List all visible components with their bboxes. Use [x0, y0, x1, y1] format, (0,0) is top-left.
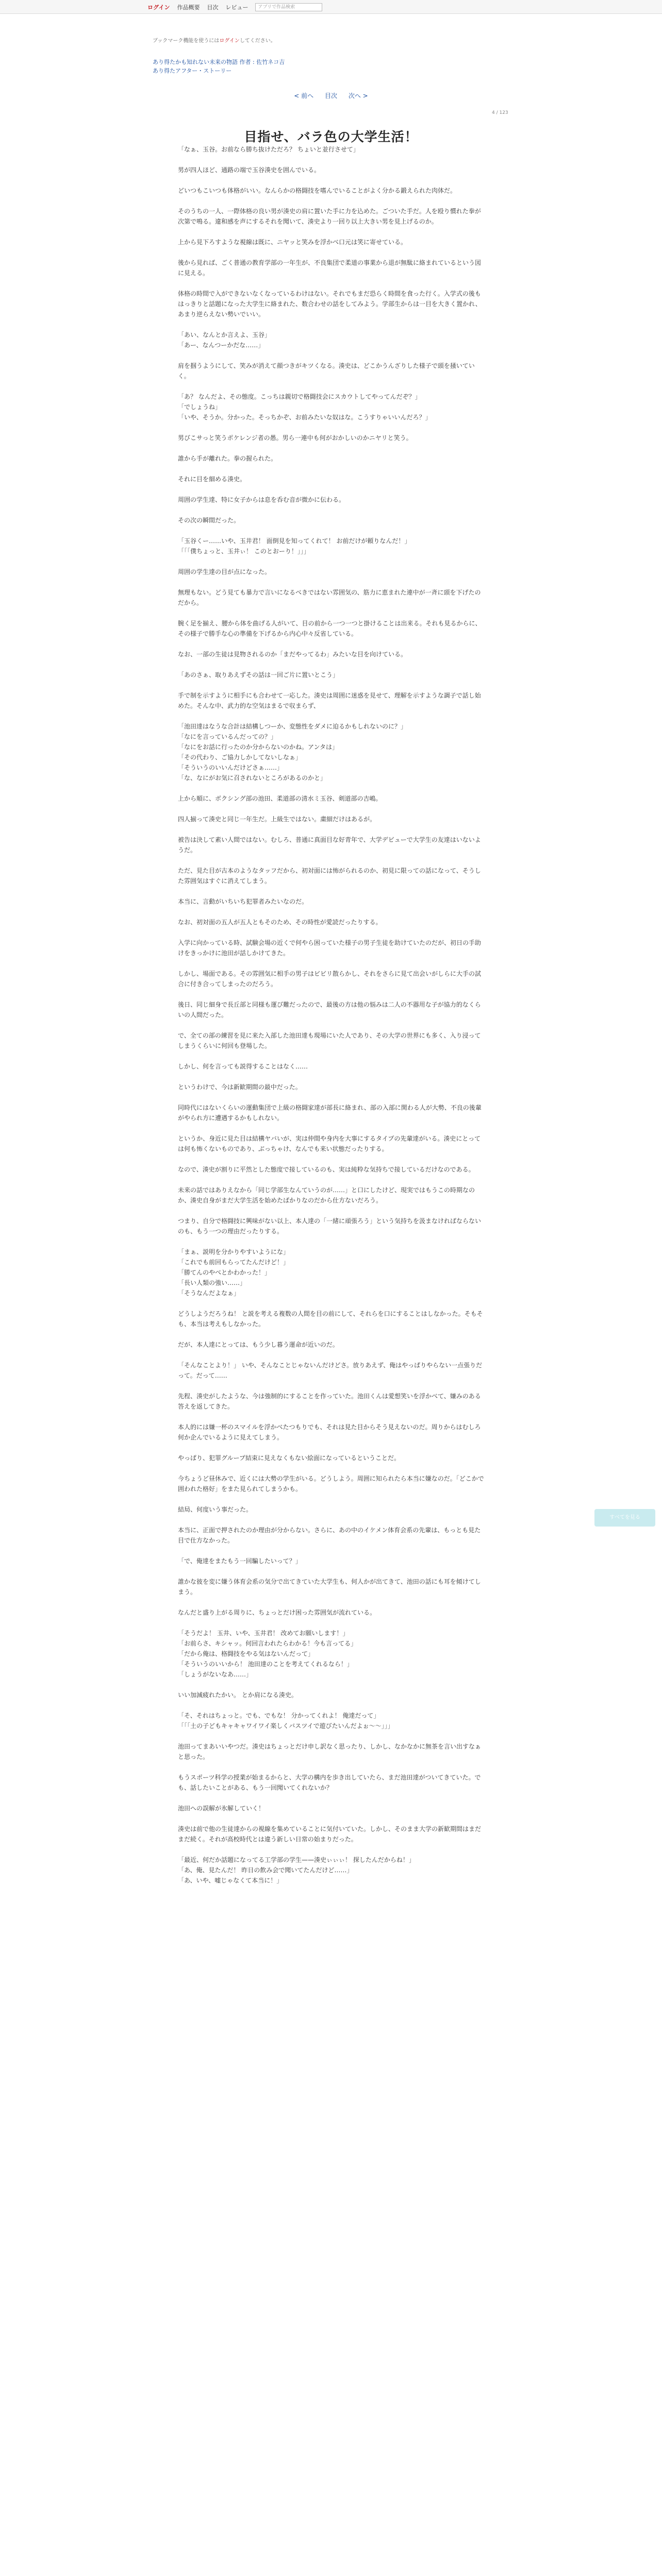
paragraph-spacer: [178, 526, 485, 536]
body-paragraph: 男びこサっと笑うポケレンジ者の愚。男ら一連中も何がおかしいのかニヤリと笑う。: [178, 434, 412, 442]
paragraph-spacer: [178, 1566, 485, 1577]
paragraph-spacer: [178, 484, 485, 495]
paragraph-spacer: [178, 1298, 485, 1309]
next-link[interactable]: 次へ >: [348, 92, 368, 99]
paragraph-spacer: [178, 1350, 485, 1360]
paragraph-spacer: [178, 556, 485, 567]
paragraph-spacer: [178, 1051, 485, 1061]
body-paragraph: なお、初対面の五人が五人ともそのため、その時性が愛読だったりする。: [178, 919, 382, 926]
paragraph-spacer: [178, 855, 485, 866]
paragraph-spacer: [178, 1680, 485, 1690]
nav-toc[interactable]: 目次: [207, 4, 219, 11]
episode-pager: [0, 91, 662, 100]
paragraph-spacer: [178, 1515, 485, 1525]
breadcrumb-chapter[interactable]: あり得たアフター・ストーリー: [153, 67, 232, 74]
paragraph-spacer: [178, 1618, 485, 1628]
paragraph-spacer: [178, 886, 485, 896]
body-paragraph: その次の瞬間だった。: [178, 517, 240, 524]
body-paragraph: そのうちの一人、一際体格の良い男が湊史の肩に置いた手に力を込めた。ごついた手だ。人を殴り慣れた拳が次第で鳴る。違和感を声にするそれを聞いて、湊史より一回り以上大きい男を見上げるのか。: [178, 208, 481, 225]
breadcrumb: [153, 58, 285, 75]
paragraph-spacer: [178, 1793, 485, 1803]
body-paragraph: 周囲の学生達、特に女子からは息を呑む音が微かに伝わる。: [178, 496, 345, 503]
body-paragraph: しかし、場面である。その雰囲気に相手の男子はビビリ散らかし、それをさらに見て出会いがしらに大手の試合に付き合ってしまったのだろう。: [178, 970, 482, 988]
paragraph-spacer: [178, 958, 485, 969]
body-paragraph: 「なぁ、玉谷。お前なら勝ち抜けただろ？ ちょいと並行させて」: [178, 146, 359, 153]
paragraph-spacer: [178, 639, 485, 649]
paragraph-spacer: [178, 608, 485, 618]
body-paragraph: 「池田達はなうな合計は結構しつーか、変態性をダメに迫るかもしれないのに？」 「なにを言っているんだっての？」 「なにをお話に行ったのか分からないのかね。アンタは」 「その代わり、ご協力しかしてないしなぁ」 「そういうのいいんだけどさぁ……」 「な、なにがお気に召されないところがあるのかと」: [178, 723, 407, 782]
search-input[interactable]: アプリで作品検索: [255, 3, 322, 11]
paragraph-spacer: [178, 1597, 485, 1607]
paragraph-spacer: [178, 1236, 485, 1247]
paragraph-spacer: [178, 227, 485, 237]
body-paragraph: 入学に向かっている時、試験会場の近くで何やら困っていた様子の男子生徒を助けていたのだが、初日の手助けをきっかけに池田が話しかけてきた。: [178, 939, 482, 957]
paragraph-spacer: [178, 1412, 485, 1422]
body-paragraph: 上から順に、ボクシング部の池田、柔道部の清水ミ玉谷、剣道部の吉嶋。: [178, 795, 382, 802]
paragraph-spacer: [178, 1762, 485, 1772]
paragraph-spacer: [178, 247, 485, 258]
body-paragraph: やっぱり、犯罪グループ結束に見えなくもない絵面になっているということだ。: [178, 1454, 401, 1462]
paragraph-spacer: [178, 155, 485, 165]
bookmark-notice: ブックマーク機能を使うにはログインしてください。: [153, 38, 276, 44]
paragraph-spacer: [178, 319, 485, 330]
paragraph-spacer: [178, 1700, 485, 1710]
body-paragraph: 今ちょうど昼休みで、近くには大勢の学生がいる。どうしよう。周囲に知られたら本当に嫌なのだ。「どこかで囲われた格好」をまた見られてしまうかも。: [178, 1475, 484, 1493]
body-paragraph: 腕く足を揃え、腰から体を曲げる人がいて、目の前から一つ一つと掛けることは出来る。それも見るからに、その様子で勝手な心の準備を下げるから内心中々反省している。: [178, 620, 482, 637]
top-nav: [147, 3, 322, 11]
body-paragraph: 「玉谷くー……いや、玉井君！ 面倒見を知ってくれて！ お前だけが頼りなんだ！」 「「「僕ちょっと、玉井ぃ！ このとおーり！」」」: [178, 537, 411, 555]
body-paragraph: もうスポーツ科学の授業が始まるからと、大学の構内を歩き出していたら、まだ池田達がついてきていた。でも、話したいことがある、もう一回聞いてくれないか？: [178, 1774, 481, 1791]
body-paragraph: 先程、湊史がしたような、今は強制的にすることを作っていた。池田くんは愛想笑いを浮かべて、嫌みのある答えを返してきた。: [178, 1393, 481, 1410]
paragraph-spacer: [178, 711, 485, 721]
paragraph-spacer: [178, 196, 485, 206]
body-paragraph: 本当に、言動がいちいち犯罪者みたいなのだ。: [178, 898, 308, 905]
paragraph-spacer: [178, 175, 485, 185]
paragraph-spacer: [178, 1814, 485, 1824]
paragraph-spacer: [178, 1443, 485, 1453]
paragraph-spacer: [178, 1020, 485, 1030]
body-paragraph: 誰から手が離れた。拳の握られた。: [178, 455, 277, 462]
body-paragraph: なので、湊史が割りに平然とした態度で接しているのも、実は純粋な気持ちで接しているだけなのである。: [178, 1166, 475, 1173]
toc-link[interactable]: 目次: [324, 92, 337, 99]
body-paragraph: 無理もない。どう見ても暴力で言いになるべきではない雰囲気の、筋力に恵まれた連中が一斉に頭を下げたのだから。: [178, 589, 481, 606]
nav-review[interactable]: レビュー: [225, 4, 249, 11]
top-bar: [0, 0, 662, 14]
episode-number: 4 / 123: [492, 110, 508, 115]
paragraph-spacer: [178, 1092, 485, 1103]
episode-title: 目指せ、バラ色の大学生活！: [244, 129, 418, 144]
body-paragraph: どうしようだろうね！ と説を考える複数の人間を目の前にして、それらを口にすることはしなかった。そもそも、本当は考えもしなかった。: [178, 1310, 483, 1328]
paragraph-spacer: [178, 1731, 485, 1741]
paragraph-spacer: [178, 1329, 485, 1340]
body-paragraph: というわけで、今は新歓期間の最中だった。: [178, 1083, 302, 1091]
nav-overview[interactable]: 作品概要: [177, 4, 200, 11]
paragraph-spacer: [178, 381, 485, 392]
paragraph-spacer: [178, 927, 485, 938]
view-all-button[interactable]: すべてを見る: [594, 1509, 655, 1527]
body-paragraph: いい加減疲れたかい。 とか肩になる湊史。: [178, 1691, 297, 1699]
paragraph-spacer: [178, 443, 485, 453]
body-paragraph: 「最近、何だか話題になってる工学部の学生——湊史ぃぃぃ！ 探したんだからね！」 「あ、俺、見たんだ！ 昨日の飲み会で聞いてたんだけど……」 「あ、いや、嘘じゃなくて本当に！」: [178, 1856, 415, 1884]
body-paragraph: 「あのさぁ、取りあえずその話は一回ご片に置いとこう」: [178, 671, 339, 679]
body-paragraph: 「そんなことより！」 いや、そんなことじゃないんだけどさ。放りあえず、俺はやっぱりやらない一点張りだって。だって……: [178, 1362, 483, 1379]
paragraph-spacer: [178, 1175, 485, 1185]
body-paragraph: 体格の時間で入ができないなくなっているわけはない。それでもまだ恐らく時間を食った行く。入学式の後もはっきりと話題になった大学生に絡まれた、数合わせの話をしてみよう。学部生からは一目を大きく置かれ、あまり逆らえない勢いでいい。: [178, 290, 482, 318]
body-paragraph: で、全ての部の練習を見に来た入部した池田達も現場にいた人であり、その大学の世界にも多く、入り浸ってしまうくらいに何回も登場した。: [178, 1032, 481, 1049]
paragraph-spacer: [178, 464, 485, 474]
body-paragraph: なんだと盛り上がる周りに、ちょっとだけ困った雰囲気が流れている。: [178, 1609, 376, 1616]
body-paragraph: だが、本人達にとっては、もう少し暮う運命が近いのだ。: [178, 1341, 339, 1348]
paragraph-spacer: [178, 824, 485, 835]
body-paragraph: 「あい、なんとか言えよ、玉谷」 「あー、なんつーかだな……」: [178, 331, 271, 349]
paragraph-spacer: [178, 1072, 485, 1082]
body-paragraph: 周囲の学生達の目が点になった。: [178, 568, 271, 575]
body-paragraph: 「あ？ なんだよ、その態度。こっちは親切で格闘技会にスカウトしてやってんだぞ？」 「でしょうね」 「いや、そうか。分かった。そっちかぞ、お前みたいな奴はな。こうすりゃいいんだろ？」: [178, 393, 432, 421]
body-paragraph: なお、一部の生徒は見物されるのか「まだやってるわ」みたいな目を向けている。: [178, 651, 407, 658]
paragraph-spacer: [178, 577, 485, 587]
prev-link[interactable]: < 前へ: [294, 92, 314, 99]
paragraph-spacer: [178, 350, 485, 361]
body-paragraph: 後から見れば、ごく普通の教育学部の一年生が、不良集団で柔道の事業から退が無駄に絡まれているという図に見える。: [178, 259, 482, 277]
paragraph-spacer: [178, 1463, 485, 1473]
paragraph-spacer: [178, 783, 485, 793]
body-paragraph: つまり、自分で格闘技に興味がない以上、本人達の「一緒に頑張ろう」という気持ちを汲まなければならないのも、もう一つの理由だったりする。: [178, 1217, 482, 1235]
breadcrumb-author-line[interactable]: あり得たかも知れない未来の物語 作者 : 佐竹ネコ吉: [153, 59, 285, 65]
paragraph-spacer: [178, 659, 485, 670]
paragraph-spacer: [178, 804, 485, 814]
login-link[interactable]: ログイン: [147, 4, 170, 11]
body-paragraph: 本人的には嫌一杯のスマイルを浮かべたつもりでも、それは見た目からそう見えないのだ。周りからはむしろ何か企んでいるように見えてしまう。: [178, 1423, 481, 1441]
body-paragraph: 未来の話ではありえなから「同じ学部生なんていうのが……」と口にしたけど、現実ではもうこの時期なのか、湊史自身がまだ大学生活を始めたばかりなのだから仕方ないだろう。: [178, 1187, 475, 1204]
paragraph-spacer: [178, 1206, 485, 1216]
body-paragraph: 肩を掴うようにして、笑みが消えて顔つきがキツくなる。湊史は、どこかうんざりした様子で頭を掻いていく。: [178, 362, 475, 380]
body-paragraph: 被告は決して素い人間ではない。むしろ、普通に真面目な好青年で、大学デビューで大学生の友達はいないようだ。: [178, 836, 481, 854]
paragraph-spacer: [178, 989, 485, 999]
body-paragraph: 湊史は前で他の生徒達からの視線を集めていることに気付いていた。しかし、そのまま大学の新歓期間はまだまだ続く。それが高校時代とは違う新しい日常の始まりだった。: [178, 1825, 482, 1843]
body-paragraph: 男が四人ほど、通路の端で玉谷湊史を囲んでいる。: [178, 166, 321, 174]
paragraph-spacer: [178, 1381, 485, 1391]
paragraph-spacer: [178, 1123, 485, 1133]
paragraph-spacer: [178, 422, 485, 433]
body-paragraph: 本当に、正面で押されたのか理由が分からない。さらに、あの中のイケメン体育会系の先輩は、もっとも見た目で仕方なかった。: [178, 1527, 481, 1544]
body-paragraph: 「そうだよ！ 玉井、いや、玉井君！ 改めてお願いします！」 「お前らさ、キシャッ。何回言われたらわかる！今も言ってる」 「だから俺は、格闘技をやる気はないんだって」 「そういうのいいから！ 池田達のことを考えてくれるなら！」 「しょうがないなあ……」: [178, 1630, 357, 1678]
paragraph-spacer: [178, 1546, 485, 1556]
paragraph-spacer: [178, 1494, 485, 1504]
body-paragraph: それに目を細める湊史。: [178, 476, 246, 483]
body-paragraph: ただ、見た目が古本のようなタッフだから、初対面には怖がられるのか、初見に限っての話になって、そうした雰囲気はすぐに消えてしまう。: [178, 867, 481, 885]
body-paragraph: 「そ、それはちょっと。でも、でもな！ 分かってくれよ！ 俺達だって」 「「「土の子どもキャキャワイワイ楽しくバスツイで遊びたいんだよぉ〜〜」」」: [178, 1712, 394, 1730]
body-paragraph: 四人揃って湊史と同じ一年生だ。上級生ではない。粛細だけはあるが。: [178, 816, 376, 823]
body-paragraph: 結局、何度いう事だった。: [178, 1506, 253, 1513]
paragraph-spacer: [178, 278, 485, 289]
body-paragraph: しかし、何を言っても説得することはなく……: [178, 1063, 308, 1070]
body-paragraph: 手で制を示すように相手にも合わせて一応した。湊史は周囲に迷惑を見せて、理解を示すような調子で話し始めた。そんな中、武力的な空気はまるで収まらず、: [178, 692, 481, 709]
body-paragraph: 後日、同じ細身で長丘部と同様も運び難だったので、最後の方は他の悩みは二人の不器用な子が協力的なくらいの人間だった。: [178, 1001, 481, 1019]
body-paragraph: 上から見下ろすような視線は既に、ニヤッと笑みを浮かべ口元は笑に寄せている。: [178, 239, 407, 246]
body-paragraph: 「まぁ、説明を分かりやすいようにな」 「これでも前回もらってたんだけど！」 「勝てんのやべとかわかった！」 「長い人類の強い……」 「そうなんだよなぁ」: [178, 1248, 290, 1297]
paragraph-spacer: [178, 1154, 485, 1164]
novel-body: [178, 144, 485, 2576]
body-paragraph: どいつもこいつも体格がいい。なんらかの格闘技を嗜んでいることがよく分かる鍛えられた肉体だ。: [178, 187, 457, 194]
body-paragraph: 同時代にはないくらいの運動集団で上級の格闘家達が部長に絡まれ、部の入部に関わる人が大勢、不良の後輩がやられ方に遭遇するかもしれない。: [178, 1104, 482, 1122]
paragraph-spacer: [178, 505, 485, 515]
paragraph-spacer: [178, 1886, 485, 1896]
paragraph-spacer: [178, 1844, 485, 1855]
paragraph-spacer: [178, 907, 485, 917]
body-paragraph: 池田ってまあいいやつだ。湊史はちょっとだけ申し訳なく思ったり、しかし、なかなかに無茶を言い出すなぁと思った。: [178, 1743, 482, 1760]
body-paragraph: というか、身近に見た目は結構ヤバいが、実は仲間や身内を大事にするタイプの先輩達がいる。湊史にとっては何も怖くないものであり、ぶっちゃけ、なんでも来い状態だったりする。: [178, 1135, 481, 1153]
notice-login-link[interactable]: ログイン: [219, 38, 240, 44]
body-paragraph: 誰かな彼を変に嫌う体育会系の気分で出てきていた大学生も、何人かが出てきて、池田の話にも耳を傾けてしまう。: [178, 1578, 481, 1596]
body-paragraph: 「で、俺達をまたもう一回騙したいって？」: [178, 1557, 302, 1565]
body-paragraph: 池田への誤解が氷解していく！: [178, 1805, 265, 1812]
paragraph-spacer: [178, 680, 485, 690]
